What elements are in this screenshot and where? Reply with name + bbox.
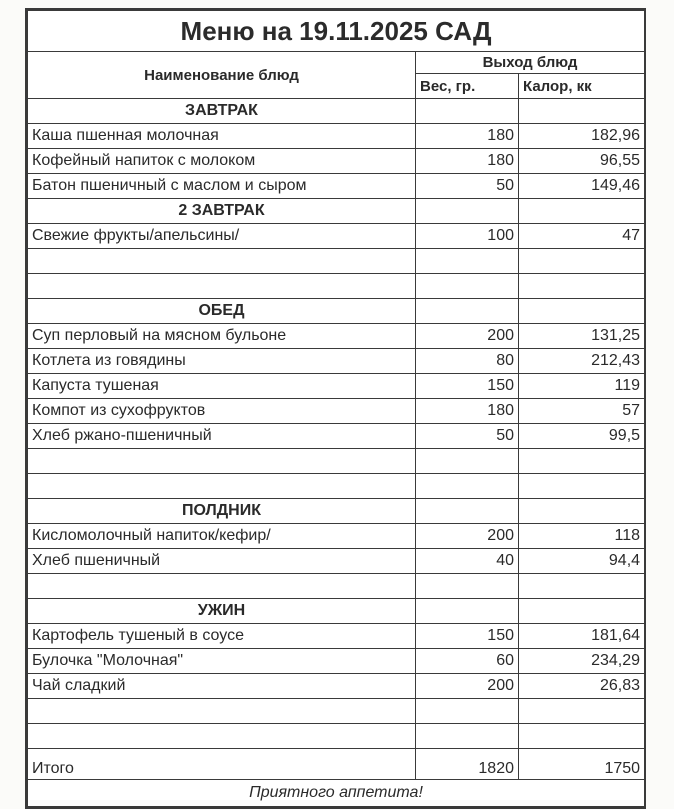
dish-calories: 119 <box>519 374 645 399</box>
table-row <box>28 124 645 149</box>
total-calories: 1750 <box>519 749 645 780</box>
dish-calories: 212,43 <box>519 349 645 374</box>
table-row <box>28 674 645 699</box>
dish-weight: 180 <box>416 399 519 424</box>
section-afternoon-snack <box>28 499 645 524</box>
dish-calories: 234,29 <box>519 649 645 674</box>
dish-weight: 180 <box>416 149 519 174</box>
dish-name: Булочка "Молочная" <box>28 649 416 674</box>
dish-weight: 60 <box>416 649 519 674</box>
dish-weight: 100 <box>416 224 519 249</box>
section-dinner <box>28 599 645 624</box>
table-row <box>28 174 645 199</box>
section-label: ПОЛДНИК <box>28 499 416 524</box>
empty-row <box>28 474 645 499</box>
section-lunch <box>28 299 645 324</box>
section-label: УЖИН <box>28 599 416 624</box>
dish-name: Батон пшеничный с маслом и сыром <box>28 174 416 199</box>
dish-calories: 181,64 <box>519 624 645 649</box>
table-row <box>28 649 645 674</box>
table-row <box>28 374 645 399</box>
section-breakfast <box>28 99 645 124</box>
table-row <box>28 549 645 574</box>
header-output: Выход блюд <box>416 52 645 74</box>
menu-sheet <box>25 8 646 809</box>
dish-name: Кисломолочный напиток/кефир/ <box>28 524 416 549</box>
footer-text: Приятного аппетита! <box>28 780 645 807</box>
dish-calories: 57 <box>519 399 645 424</box>
dish-name: Кофейный напиток с молоком <box>28 149 416 174</box>
dish-name: Чай сладкий <box>28 674 416 699</box>
dish-calories: 26,83 <box>519 674 645 699</box>
dish-weight: 50 <box>416 174 519 199</box>
dish-calories: 94,4 <box>519 549 645 574</box>
total-label: Итого <box>28 749 416 780</box>
table-row <box>28 624 645 649</box>
empty-row <box>28 249 645 274</box>
dish-weight: 40 <box>416 549 519 574</box>
dish-weight: 180 <box>416 124 519 149</box>
dish-calories: 47 <box>519 224 645 249</box>
table-row <box>28 324 645 349</box>
footer-row <box>28 780 645 807</box>
dish-weight: 200 <box>416 674 519 699</box>
dish-calories: 96,55 <box>519 149 645 174</box>
dish-name: Хлеб ржано-пшеничный <box>28 424 416 449</box>
total-weight: 1820 <box>416 749 519 780</box>
title-row <box>28 11 645 52</box>
header-calories: Калор, кк <box>519 74 645 99</box>
dish-name: Свежие фрукты/апельсины/ <box>28 224 416 249</box>
section-label: ЗАВТРАК <box>28 99 416 124</box>
dish-calories: 149,46 <box>519 174 645 199</box>
table-row <box>28 524 645 549</box>
dish-name: Компот из сухофруктов <box>28 399 416 424</box>
dish-weight: 150 <box>416 374 519 399</box>
page-title: Меню на 19.11.2025 САД <box>28 11 645 52</box>
header-name: Наименование блюд <box>28 52 416 99</box>
dish-weight: 200 <box>416 324 519 349</box>
empty-row <box>28 574 645 599</box>
header-weight: Вес, гр. <box>416 74 519 99</box>
dish-name: Суп перловый на мясном бульоне <box>28 324 416 349</box>
empty-row <box>28 449 645 474</box>
table-row <box>28 424 645 449</box>
table-row <box>28 399 645 424</box>
table-row <box>28 349 645 374</box>
dish-weight: 80 <box>416 349 519 374</box>
dish-name: Картофель тушеный в соусе <box>28 624 416 649</box>
table-row <box>28 224 645 249</box>
section-label: 2 ЗАВТРАК <box>28 199 416 224</box>
dish-name: Капуста тушеная <box>28 374 416 399</box>
section-label: ОБЕД <box>28 299 416 324</box>
empty-row <box>28 724 645 749</box>
dish-calories: 131,25 <box>519 324 645 349</box>
header-row <box>28 52 645 74</box>
empty-row <box>28 699 645 724</box>
dish-name: Хлеб пшеничный <box>28 549 416 574</box>
total-row <box>28 749 645 780</box>
empty-row <box>28 274 645 299</box>
menu-table <box>27 10 645 807</box>
dish-name: Котлета из говядины <box>28 349 416 374</box>
dish-weight: 150 <box>416 624 519 649</box>
dish-name: Каша пшенная молочная <box>28 124 416 149</box>
dish-calories: 118 <box>519 524 645 549</box>
dish-weight: 50 <box>416 424 519 449</box>
dish-weight: 200 <box>416 524 519 549</box>
dish-calories: 99,5 <box>519 424 645 449</box>
dish-calories: 182,96 <box>519 124 645 149</box>
table-row <box>28 149 645 174</box>
section-second-breakfast <box>28 199 645 224</box>
